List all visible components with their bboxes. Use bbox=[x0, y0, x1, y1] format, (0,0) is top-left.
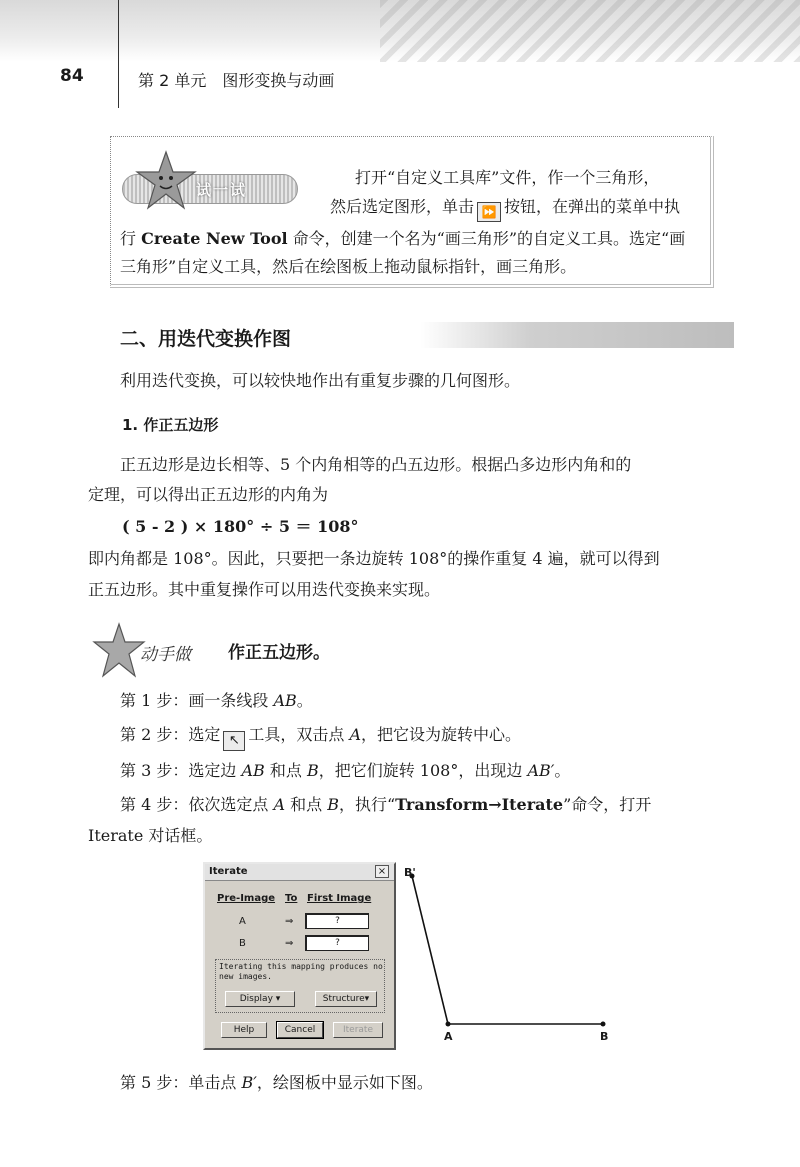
geometry-figure bbox=[400, 862, 620, 1052]
cancel-button[interactable]: Cancel bbox=[277, 1022, 323, 1038]
display-button[interactable]: Display ▾ bbox=[225, 991, 295, 1007]
iterate-dialog bbox=[203, 862, 396, 1050]
try-it-line4: 三角形”自定义工具，然后在绘图板上拖动鼠标指针，画三角形。 bbox=[120, 257, 577, 276]
segment-ab-prime bbox=[412, 876, 448, 1024]
iterate-button[interactable]: Iterate bbox=[333, 1022, 383, 1038]
point-a[interactable] bbox=[446, 1022, 451, 1027]
section-heading: 二、用迭代变换作图 bbox=[120, 328, 292, 350]
try-it-line1: 打开“自定义工具库”文件，作一个三角形， bbox=[355, 168, 660, 187]
section-intro: 利用迭代变换，可以较快地作出有重复步骤的几何图形。 bbox=[120, 371, 521, 390]
do-it-label: 动手做 bbox=[140, 645, 191, 665]
try-it-line3: 行 Create New Tool 命令，创建一个名为“画三角形”的自定义工具。选定“画 bbox=[120, 229, 686, 248]
fast-forward-icon: ⏩ bbox=[477, 202, 501, 222]
column-header-to: To bbox=[285, 893, 298, 904]
command-name: Create New Tool bbox=[141, 229, 288, 248]
do-it-title: 作正五边形。 bbox=[228, 643, 330, 663]
arrow-icon: ⇒ bbox=[285, 916, 294, 927]
paragraph-line: 即内角都是 108°。因此，只要把一条边旋转 108°的操作重复 4 遍，就可以得到 bbox=[88, 549, 660, 568]
paragraph-line: 正五边形。其中重复操作可以用迭代变换来实现。 bbox=[88, 580, 441, 599]
page-number: 84 bbox=[60, 66, 84, 86]
first-image-input-b[interactable]: ? bbox=[305, 935, 369, 951]
help-button[interactable]: Help bbox=[221, 1022, 267, 1038]
formula: ( 5 - 2 ) × 180° ÷ 5 ＝ 108° bbox=[122, 517, 359, 536]
step-5: 第 5 步：单击点 B′，绘图板中显示如下图。 bbox=[120, 1073, 433, 1092]
subsection-heading: 1. 作正五边形 bbox=[122, 416, 219, 434]
section-heading-band bbox=[420, 322, 734, 348]
header-decoration bbox=[0, 0, 800, 62]
first-image-input-a[interactable]: ? bbox=[305, 913, 369, 929]
preimage-point: A bbox=[239, 916, 246, 927]
label-b-prime: B' bbox=[404, 866, 416, 879]
dialog-message: Iterating this mapping produces no new images. bbox=[219, 962, 383, 981]
step-4: 第 4 步：依次选定点 A 和点 B，执行“Transform→Iterate”命令，打开 bbox=[120, 795, 652, 814]
arrow-icon: ⇒ bbox=[285, 938, 294, 949]
paragraph-line: 定理，可以得出正五边形的内角为 bbox=[88, 485, 329, 504]
step-2: 第 2 步：选定 ↖ 工具，双击点 A，把它设为旋转中心。 bbox=[120, 722, 521, 751]
star-icon bbox=[92, 622, 146, 680]
selection-arrow-icon: ↖ bbox=[223, 731, 245, 751]
step-3: 第 3 步：选定边 AB 和点 B，把它们旋转 108°，出现边 AB′。 bbox=[120, 761, 571, 780]
try-it-line2: 然后选定图形，单击 ⏩ 按钮，在弹出的菜单中执 bbox=[330, 194, 680, 222]
column-header-preimage: Pre-Image bbox=[217, 893, 276, 904]
header-divider bbox=[118, 0, 119, 108]
star-icon bbox=[135, 150, 197, 212]
label-b: B bbox=[600, 1030, 609, 1043]
paragraph-line: 正五边形是边长相等、5 个内角相等的凸五边形。根据凸多边形内角和的 bbox=[120, 455, 632, 474]
point-b[interactable] bbox=[601, 1022, 606, 1027]
preimage-point: B bbox=[239, 938, 246, 949]
structure-button[interactable]: Structure▾ bbox=[315, 991, 377, 1007]
dialog-title: Iterate bbox=[209, 866, 248, 877]
step-4-continued: Iterate 对话框。 bbox=[88, 826, 213, 845]
label-a: A bbox=[444, 1030, 453, 1043]
step-1: 第 1 步：画一条线段 AB。 bbox=[120, 691, 313, 710]
close-button[interactable]: × bbox=[375, 865, 389, 878]
unit-title: 第 2 单元 图形变换与动画 bbox=[138, 71, 335, 90]
try-it-badge-label: 试一试 bbox=[196, 181, 248, 199]
column-header-first-image: First Image bbox=[307, 893, 372, 904]
